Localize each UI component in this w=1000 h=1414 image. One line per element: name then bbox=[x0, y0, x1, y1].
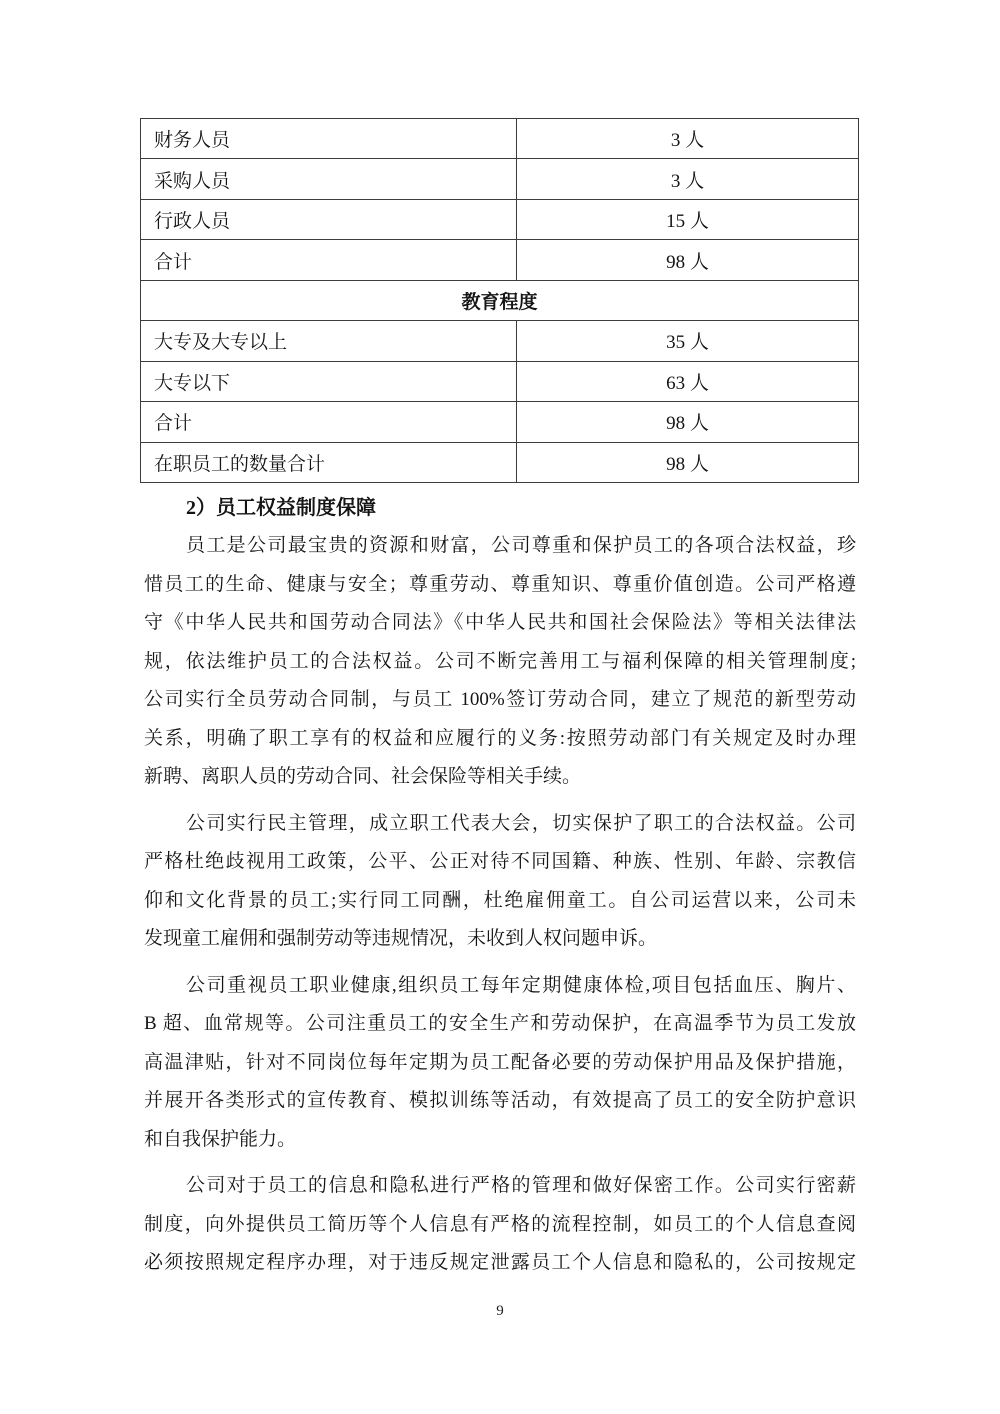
row-value-cell: 35 人 bbox=[517, 321, 859, 361]
body-line: 规，依法维护员工的合法权益。公司不断完善用工与福利保障的相关管理制度; bbox=[144, 650, 856, 672]
education-header-cell: 教育程度 bbox=[141, 280, 859, 320]
paragraph bbox=[144, 1167, 856, 1283]
row-label-cell: 合计 bbox=[141, 402, 517, 442]
body-line: 必须按照规定程序办理，对于违反规定泄露员工个人信息和隐私的，公司按规定 bbox=[144, 1252, 856, 1273]
row-label-cell: 合计 bbox=[141, 240, 517, 280]
row-label-cell: 大专以下 bbox=[141, 361, 517, 401]
row-value-cell: 3 人 bbox=[517, 119, 859, 159]
body-line: B 超、血常规等。公司注重员工的安全生产和劳动保护，在高温季节为员工发放 bbox=[144, 1013, 856, 1034]
table-section-header-row bbox=[141, 280, 859, 320]
row-value-cell: 15 人 bbox=[517, 199, 859, 239]
table-row bbox=[141, 442, 859, 483]
page-number: 9 bbox=[496, 1303, 504, 1319]
body-line: 和自我保护能力。 bbox=[144, 1128, 297, 1150]
table-row bbox=[141, 361, 859, 401]
row-label-cell: 大专及大专以上 bbox=[141, 321, 517, 361]
body-line: 公司重视员工职业健康,组织员工每年定期健康体检,项目包括血压、胸片、 bbox=[186, 974, 856, 996]
body-line: 仰和文化背景的员工;实行同工同酬，杜绝雇佣童工。自公司运营以来，公司未 bbox=[144, 889, 856, 911]
employee-table bbox=[140, 118, 859, 483]
row-value-cell: 63 人 bbox=[517, 361, 859, 401]
table-row bbox=[141, 240, 859, 280]
body-line: 公司实行民主管理，成立职工代表大会，切实保护了职工的合法权益。公司 bbox=[186, 812, 856, 834]
table-row bbox=[141, 199, 859, 239]
row-label-cell: 采购人员 bbox=[141, 159, 517, 199]
body-line: 惜员工的生命、健康与安全；尊重劳动、尊重知识、尊重价值创造。公司严格遵 bbox=[144, 573, 856, 595]
table-row bbox=[141, 119, 859, 159]
body-content bbox=[144, 489, 856, 1283]
row-label-cell: 行政人员 bbox=[141, 199, 517, 239]
paragraph bbox=[144, 967, 856, 1160]
body-line: 员工是公司最宝贵的资源和财富，公司尊重和保护员工的各项合法权益，珍 bbox=[186, 535, 856, 556]
body-line: 高温津贴，针对不同岗位每年定期为员工配备必要的劳动保护用品及保护措施， bbox=[144, 1051, 856, 1073]
body-line: 发现童工雇佣和强制劳动等违规情况，未收到人权问题申诉。 bbox=[144, 928, 658, 949]
table-row bbox=[141, 321, 859, 361]
paragraph bbox=[144, 805, 856, 959]
row-label-cell: 在职员工的数量合计 bbox=[141, 442, 517, 483]
row-value-cell: 98 人 bbox=[517, 442, 859, 483]
body-line: 公司对于员工的信息和隐私进行严格的管理和做好保密工作。公司实行密薪 bbox=[186, 1175, 856, 1196]
body-line: 制度，向外提供员工简历等个人信息有严格的流程控制，如员工的个人信息查阅 bbox=[144, 1213, 856, 1235]
section-heading: 2）员工权益制度保障 bbox=[186, 497, 376, 519]
paragraph bbox=[144, 527, 856, 797]
table-row bbox=[141, 402, 859, 442]
body-line: 严格杜绝歧视用工政策，公平、公正对待不同国籍、种族、性别、年龄、宗教信 bbox=[144, 851, 856, 872]
row-value-cell: 98 人 bbox=[517, 240, 859, 280]
row-value-cell: 98 人 bbox=[517, 402, 859, 442]
body-line: 新聘、离职人员的劳动合同、社会保险等相关手续。 bbox=[144, 766, 582, 787]
body-line: 关系，明确了职工享有的权益和应履行的义务:按照劳动部门有关规定及时办理 bbox=[144, 727, 856, 749]
row-label-cell: 财务人员 bbox=[141, 119, 517, 159]
body-line: 公司实行全员劳动合同制，与员工 100%签订劳动合同，建立了规范的新型劳动 bbox=[144, 689, 856, 710]
row-value-cell: 3 人 bbox=[517, 159, 859, 199]
body-line: 守《中华人民共和国劳动合同法》《中华人民共和国社会保险法》等相关法律法 bbox=[144, 612, 856, 633]
body-line: 并展开各类形式的宣传教育、模拟训练等活动，有效提高了员工的安全防护意识 bbox=[144, 1090, 856, 1111]
table-row bbox=[141, 159, 859, 199]
